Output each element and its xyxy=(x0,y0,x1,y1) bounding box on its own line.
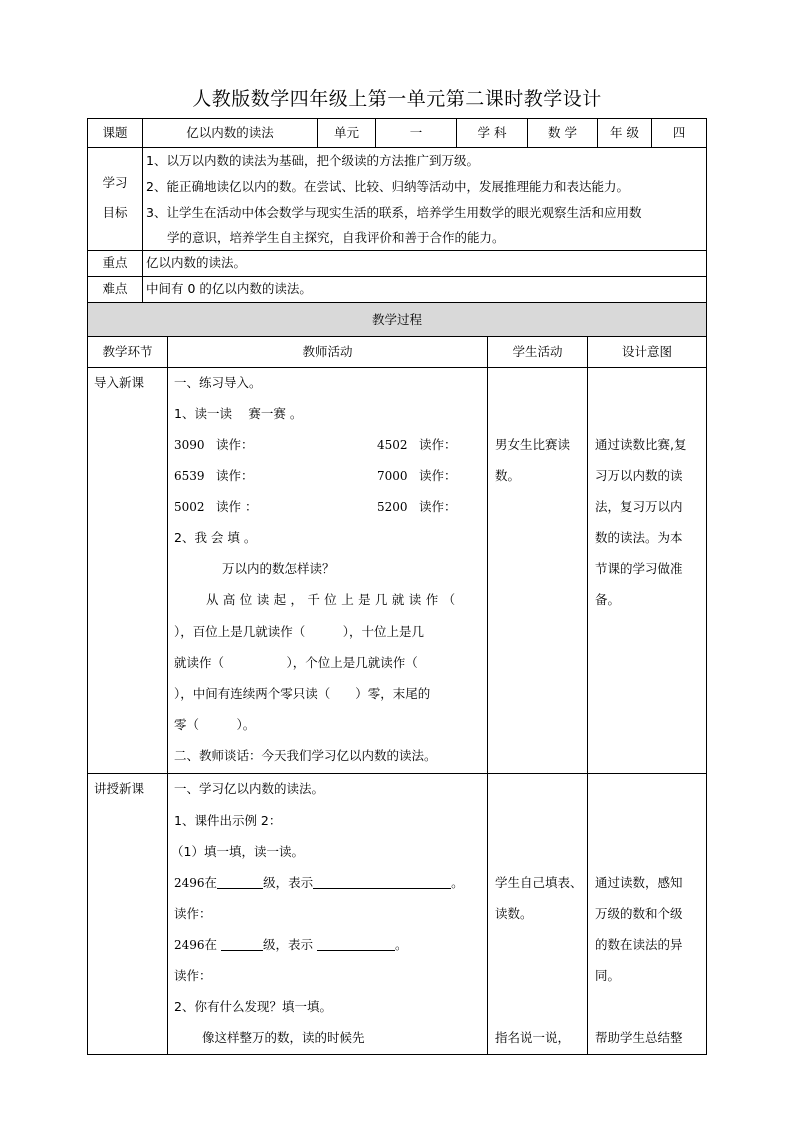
stage-label: 导入新课 xyxy=(94,375,145,390)
design-intent: 节课的学习做准 xyxy=(595,561,683,576)
blank-line xyxy=(317,936,395,951)
key-point-text: 亿以内数的读法。 xyxy=(146,255,247,270)
design-intent: 的数在读法的异 xyxy=(595,937,683,952)
student-activity: 男女生比赛读 xyxy=(495,437,571,452)
teacher-line: 二、教师谈话：今天我们学习亿以内数的读法。 xyxy=(174,748,437,763)
fill-text: 在 xyxy=(204,937,218,952)
student-activity: 数。 xyxy=(495,468,521,483)
fill-text: 。 xyxy=(395,937,408,952)
blank-line xyxy=(313,874,451,889)
fill-number: 2496 xyxy=(174,938,205,952)
fill-blank-line xyxy=(168,930,487,960)
read-label: 读作： xyxy=(419,499,457,514)
teacher-line: 像这样整万的数，读的时候先 xyxy=(202,1030,365,1045)
design-intent: 习万以内数的读 xyxy=(595,468,683,483)
fill-text: 级，表示 xyxy=(263,937,314,952)
design-intent: 帮助学生总结整 xyxy=(595,1030,683,1045)
objective-item: 3、让学生在活动中体会数学与现实生活的联系，培养学生用数学的眼光观察生活和应用数 xyxy=(146,205,642,220)
objectives-label: 学习 xyxy=(102,175,128,190)
column-header-student: 学生活动 xyxy=(512,344,563,359)
fill-text: 在 xyxy=(204,875,218,890)
column-header-stage: 教学环节 xyxy=(102,344,153,359)
read-label: 读作： xyxy=(216,437,254,452)
key-point-label: 重点 xyxy=(102,255,128,270)
read-number: 6539 xyxy=(174,469,205,483)
fill-text: 。 xyxy=(451,875,464,890)
teacher-paragraph: 零（ ）。 xyxy=(174,717,256,732)
read-number: 7000 xyxy=(377,469,408,483)
subject-label: 学 科 xyxy=(477,125,507,140)
table-border xyxy=(87,1054,707,1055)
teacher-line: 一、学习亿以内数的读法。 xyxy=(174,781,325,796)
fill-number: 2496 xyxy=(174,876,205,890)
objective-item: 1、以万以内数的读法为基础，把个级读的方法推广到万级。 xyxy=(146,153,479,168)
design-intent: 通过读数比赛,复 xyxy=(595,437,687,452)
teacher-line: 2、你有什么发现？填一填。 xyxy=(174,999,332,1014)
read-number: 5200 xyxy=(377,500,408,514)
student-activity: 指名说一说， xyxy=(495,1030,571,1045)
table-border xyxy=(706,118,707,1055)
objective-item: 学的意识，培养学生自主探究，自我评价和善于合作的能力。 xyxy=(167,230,505,245)
read-number: 4502 xyxy=(377,438,408,452)
design-intent: 万级的数和个级 xyxy=(595,906,683,921)
fill-text: 级，表示 xyxy=(263,875,314,890)
teacher-line: 2、我 会 填 。 xyxy=(174,530,257,545)
read-number: 3090 xyxy=(174,438,205,452)
blank-line xyxy=(221,936,263,951)
teacher-paragraph: 从高位读起，千位上是几就读作（ xyxy=(206,592,460,607)
column-header-teacher: 教师活动 xyxy=(302,344,353,359)
read-label: 读作： xyxy=(419,468,457,483)
difficulty-label: 难点 xyxy=(102,281,128,296)
student-activity: 学生自己填表、 xyxy=(495,875,583,890)
read-label: 读作： xyxy=(419,437,457,452)
teacher-line: 读作： xyxy=(174,906,212,921)
teacher-line: 读作： xyxy=(174,968,212,983)
difficulty-text: 中间有 0 的亿以内数的读法。 xyxy=(146,281,312,296)
design-intent: 法，复习万以内 xyxy=(595,499,683,514)
unit-value: 一 xyxy=(409,125,423,140)
topic-value: 亿以内数的读法 xyxy=(186,125,274,140)
read-label: 读作： xyxy=(216,468,254,483)
stage-label: 讲授新课 xyxy=(94,781,145,796)
grade-label: 年 级 xyxy=(610,125,639,140)
read-label: 读作 ： xyxy=(216,499,258,514)
blank-line xyxy=(217,874,263,889)
subject-value: 数 学 xyxy=(548,125,577,140)
teacher-line: （1）填一填，读一读。 xyxy=(171,844,304,859)
fill-blank-line xyxy=(168,868,487,898)
teacher-paragraph: ），百位上是几就读作（ ），十位上是几 xyxy=(174,624,425,639)
teacher-paragraph: 就读作（ ），个位上是几就读作（ xyxy=(174,655,418,670)
unit-label: 单元 xyxy=(333,125,359,140)
page-title: 人教版数学四年级上第一单元第二课时教学设计 xyxy=(192,88,602,110)
read-number: 5002 xyxy=(174,500,205,514)
design-intent: 数的读法。为本 xyxy=(595,530,683,545)
teacher-line: 一、练习导入。 xyxy=(174,375,262,390)
student-activity: 读数。 xyxy=(495,906,533,921)
teacher-line: 万以内的数怎样读？ xyxy=(222,561,335,576)
teacher-line: 1、课件出示例 2： xyxy=(174,813,282,828)
grade-value: 四 xyxy=(672,125,686,140)
design-intent: 备。 xyxy=(595,592,621,607)
topic-label: 课题 xyxy=(102,125,128,140)
process-header: 教学过程 xyxy=(371,312,422,327)
teacher-line: 1、读一读 赛一赛 。 xyxy=(174,406,303,421)
objectives-label: 目标 xyxy=(102,205,128,220)
design-intent: 同。 xyxy=(595,968,621,983)
column-header-design: 设计意图 xyxy=(621,344,672,359)
design-intent: 通过读数，感知 xyxy=(595,875,683,890)
teacher-paragraph: ），中间有连续两个零只读（ ）零，末尾的 xyxy=(174,686,431,701)
objective-item: 2、能正确地读亿以内的数。在尝试、比较、归纳等活动中，发展推理能力和表达能力。 xyxy=(146,179,629,194)
